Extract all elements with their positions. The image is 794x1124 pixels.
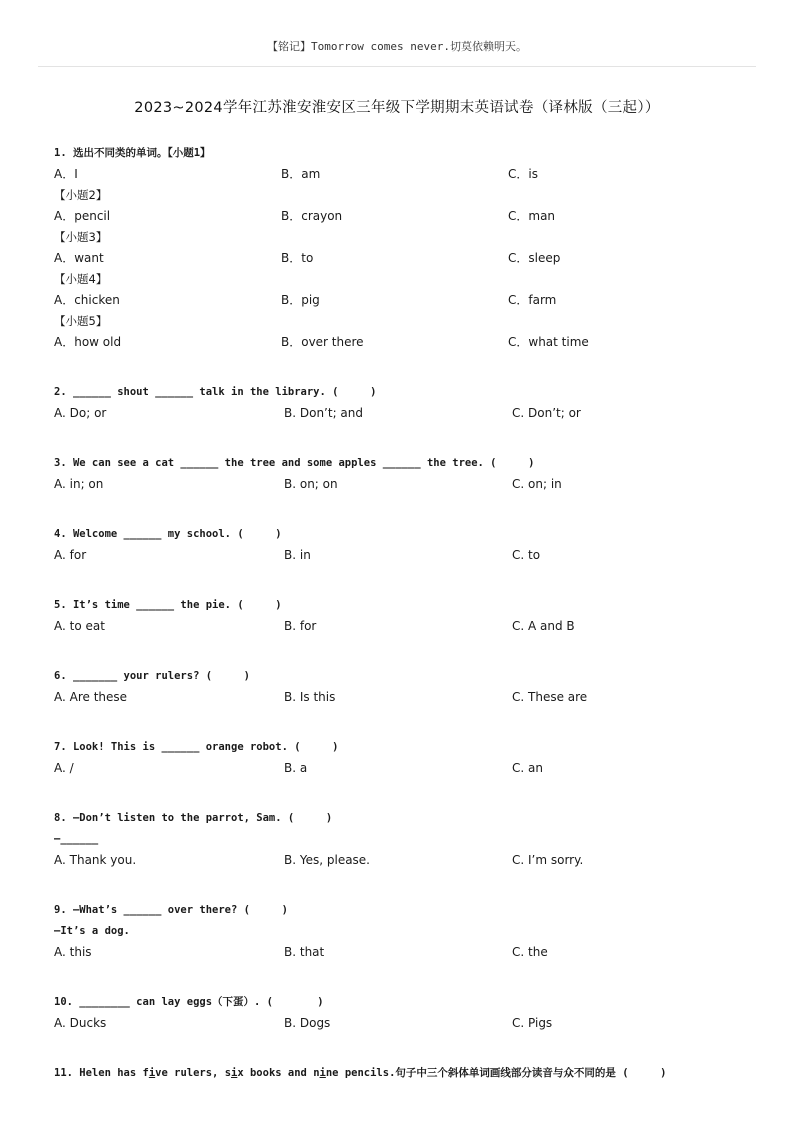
option-c: C．what time <box>508 335 589 349</box>
option-a: A. Ducks <box>54 1016 107 1030</box>
option-b: B. a <box>284 761 308 775</box>
q1-sub5-options <box>54 332 754 353</box>
option-c: C. Pigs <box>512 1016 553 1030</box>
q10-stem: 10. ________ can lay eggs（下蛋）. ( ) <box>54 996 324 1008</box>
q1-sub3-options <box>54 248 754 269</box>
option-a: A. in; on <box>54 477 104 491</box>
option-b: B．to <box>281 251 314 265</box>
option-b: B．crayon <box>281 209 343 223</box>
option-b: B. for <box>284 619 317 633</box>
q3-stem: 3. We can see a cat ______ the tree and some apples ______ the tree. ( ) <box>54 457 535 469</box>
q1-sub2-label: 【小题2】 <box>54 188 108 202</box>
option-c: C．farm <box>508 293 557 307</box>
q7-stem: 7. Look! This is ______ orange robot. ( ) <box>54 741 339 753</box>
option-c: C. to <box>512 548 541 562</box>
q1-stem: 1. 选出不同类的单词。【小题1】 <box>54 147 211 159</box>
option-b: B. on; on <box>284 477 338 491</box>
q11-text-1: 11. Helen has f <box>54 1067 149 1079</box>
option-c: C. A and B <box>512 619 575 633</box>
option-b: B. in <box>284 548 311 562</box>
q8-line2: —______ <box>54 833 99 845</box>
header-divider <box>38 66 756 67</box>
q11-text-3: x books and n <box>237 1067 320 1079</box>
q9-stem: 9. —What’s ______ over there? ( ) <box>54 904 288 916</box>
q4-stem: 4. Welcome ______ my school. ( ) <box>54 528 282 540</box>
option-a: A. for <box>54 548 87 562</box>
option-b: B．pig <box>281 293 320 307</box>
q1-sub3-label: 【小题3】 <box>54 230 108 244</box>
option-c: C．man <box>508 209 556 223</box>
option-b: B. Yes, please. <box>284 853 370 867</box>
option-a: A. Thank you. <box>54 853 137 867</box>
q8-stem: 8. —Don’t listen to the parrot, Sam. ( ) <box>54 812 333 824</box>
option-c: C. Don’t; or <box>512 406 581 420</box>
option-c: C. These are <box>512 690 588 704</box>
q1-sub5-label: 【小题5】 <box>54 314 108 328</box>
option-c: C. an <box>512 761 543 775</box>
q11-stem <box>54 1063 754 1084</box>
option-a: A．pencil <box>54 209 111 223</box>
option-a: A．how old <box>54 335 122 349</box>
option-c: C．sleep <box>508 251 561 265</box>
q11-text-2: ve rulers, s <box>155 1067 232 1079</box>
option-a: A. Are these <box>54 690 128 704</box>
page-header: 【铭记】Tomorrow comes never.切莫依赖明天。 <box>266 40 528 53</box>
option-a: A. to eat <box>54 619 105 633</box>
q6-options <box>54 687 754 708</box>
q4-options <box>54 545 754 566</box>
q5-options <box>54 616 754 637</box>
question-list <box>54 143 754 1084</box>
option-a: A. / <box>54 761 74 775</box>
option-a: A. Do; or <box>54 406 107 420</box>
q11-underlined-2: i <box>231 1067 238 1079</box>
q9-options <box>54 942 754 963</box>
q1-sub4-options <box>54 290 754 311</box>
option-b: B. Is this <box>284 690 336 704</box>
q7-options <box>54 758 754 779</box>
q3-options <box>54 474 754 495</box>
q11-underlined-1: i <box>148 1067 156 1079</box>
option-c: C. the <box>512 945 548 959</box>
option-a: A．want <box>54 251 104 265</box>
q1-sub1-options <box>54 164 754 185</box>
option-b: B．am <box>281 167 321 181</box>
q5-stem: 5. It’s time ______ the pie. ( ) <box>54 599 282 611</box>
q1-sub4-label: 【小题4】 <box>54 272 108 286</box>
q11-text-4: ne pencils.句子中三个斜体单词画线部分读音与众不同的是 ( ) <box>325 1067 667 1079</box>
option-a: A．I <box>54 167 78 181</box>
exam-title: 2023~2024学年江苏淮安淮安区三年级下学期期末英语试卷（译林版（三起）） <box>134 100 660 116</box>
q1-sub2-options <box>54 206 754 227</box>
option-c: C．is <box>508 167 538 181</box>
option-a: A. this <box>54 945 92 959</box>
option-a: A．chicken <box>54 293 120 307</box>
q2-stem: 2. ______ shout ______ talk in the library. ( ) <box>54 386 377 398</box>
option-c: C. I’m sorry. <box>512 853 584 867</box>
q8-options <box>54 850 754 871</box>
option-c: C. on; in <box>512 477 562 491</box>
q11-underlined-3: i <box>319 1067 326 1079</box>
q10-options <box>54 1013 754 1034</box>
q6-stem: 6. _______ your rulers? ( ) <box>54 670 250 682</box>
q9-line2: —It’s a dog. <box>54 925 130 937</box>
option-b: B. Don’t; and <box>284 406 364 420</box>
option-b: B. that <box>284 945 325 959</box>
option-b: B．over there <box>281 335 364 349</box>
option-b: B. Dogs <box>284 1016 331 1030</box>
q2-options <box>54 403 754 424</box>
